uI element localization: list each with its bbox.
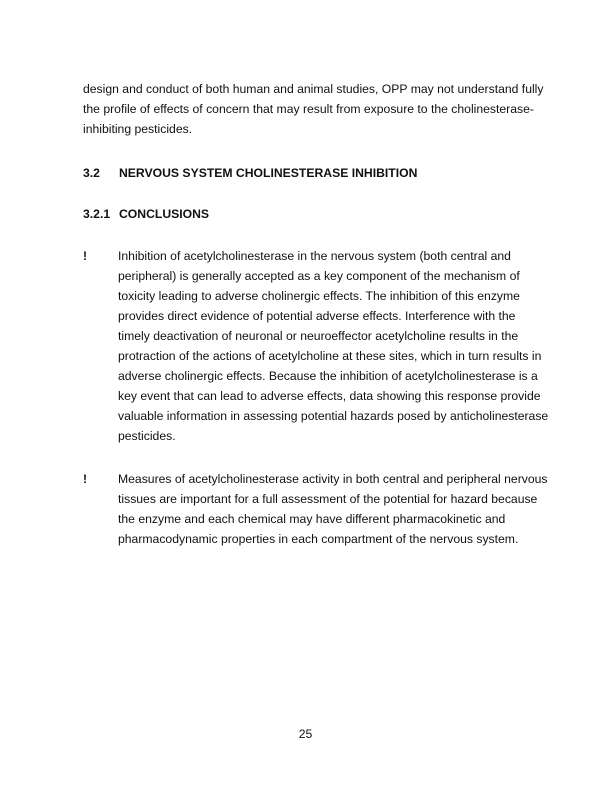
section-title: NERVOUS SYSTEM CHOLINESTERASE INHIBITION <box>119 166 418 180</box>
text-line: pesticides. <box>118 429 176 443</box>
bullet-marker: ! <box>83 472 87 486</box>
text-line: design and conduct of both human and animal studies, OPP may not understand fully <box>83 82 544 96</box>
text-line: tissues are important for a full assessment of the potential for hazard because <box>118 492 538 506</box>
intro-paragraph <box>83 79 543 139</box>
text-line: protraction of the actions of acetylcholine at these sites, which in turn results in <box>118 349 542 363</box>
subsection-title: CONCLUSIONS <box>119 207 210 221</box>
text-line: Measures of acetylcholinesterase activity in both central and peripheral nervous <box>118 472 548 486</box>
text-line: Inhibition of acetylcholinesterase in the nervous system (both central and <box>118 249 511 263</box>
text-line: pharmacodynamic properties in each compartment of the nervous system. <box>118 532 519 546</box>
bullet-text <box>118 469 548 549</box>
subsection-heading <box>83 204 209 224</box>
section-number: 3.2 <box>83 166 100 180</box>
subsection-number: 3.2.1 <box>83 207 111 221</box>
text-line: the profile of effects of concern that may result from exposure to the cholinesterase- <box>83 102 534 116</box>
text-line: adverse cholinergic effects. Because the inhibition of acetylcholinesterase is a <box>118 369 538 383</box>
text-line: valuable information in assessing potential hazards posed by anticholinesterase <box>118 409 549 423</box>
text-line: timely deactivation of neuronal or neuroeffector acetylcholine results in the <box>118 329 519 343</box>
page-number: 25 <box>298 727 313 741</box>
text-line: inhibiting pesticides. <box>83 122 193 136</box>
bullet-marker: ! <box>83 249 87 263</box>
text-line: peripheral) is generally accepted as a key component of the mechanism of <box>118 269 520 283</box>
text-line: provides direct evidence of potential adverse effects. Interference with the <box>118 309 516 323</box>
text-line: key event that can lead to adverse effects, data showing this response provide <box>118 389 541 403</box>
text-line: the enzyme and each chemical may have different pharmacokinetic and <box>118 512 506 526</box>
bullet-text <box>118 246 548 446</box>
section-heading <box>83 163 417 183</box>
text-line: toxicity leading to adverse cholinergic effects. The inhibition of this enzyme <box>118 289 520 303</box>
